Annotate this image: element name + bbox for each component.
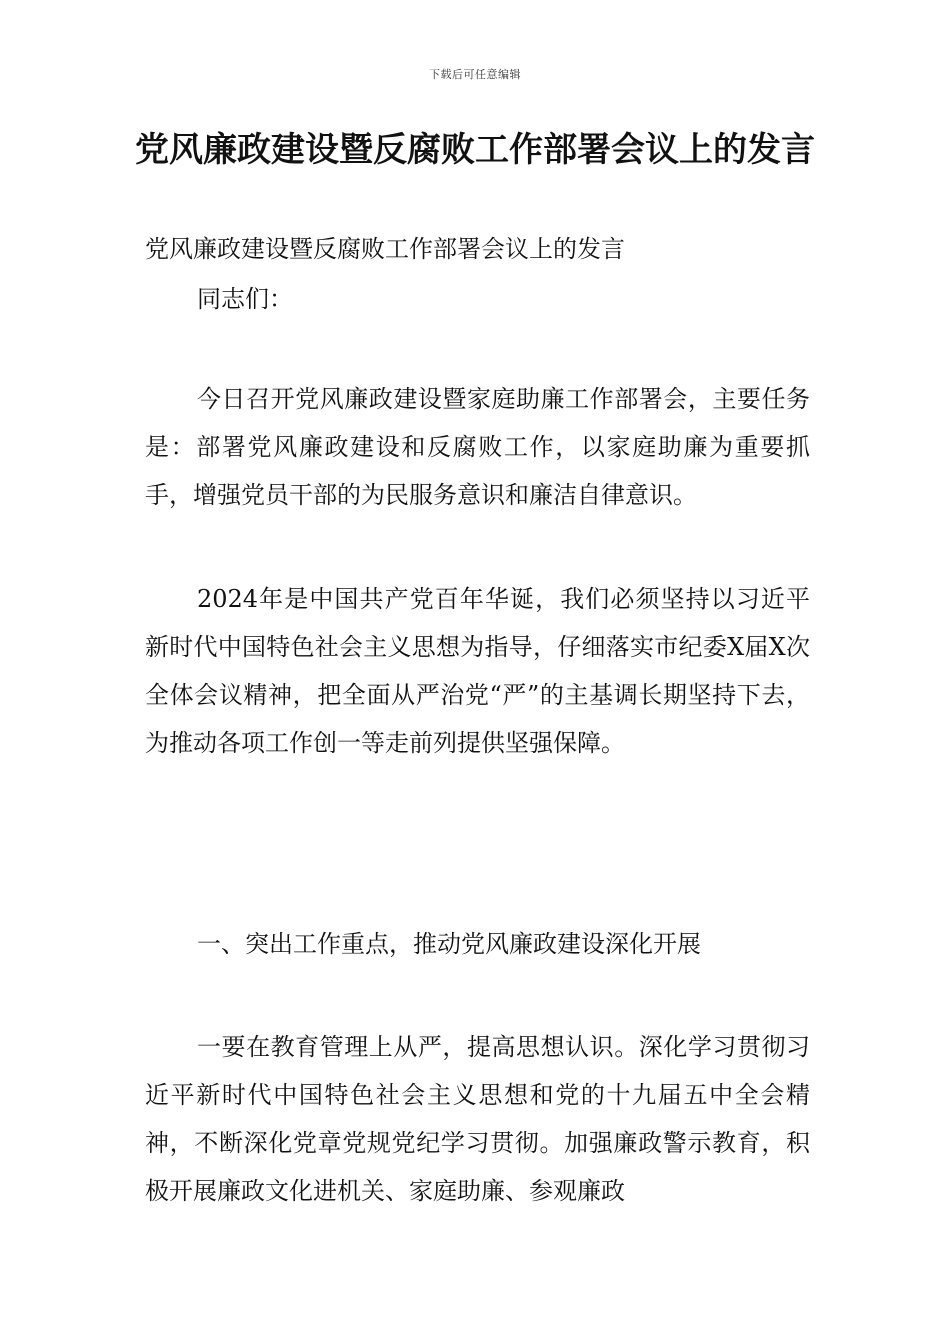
paragraph-intro: 今日召开党风廉政建设暨家庭助廉工作部署会，主要任务是：部署党风廉政建设和反腐败工作，以家庭助廉为重要抓手，增强党员干部的为民服务意识和廉洁自律意识。	[145, 385, 810, 509]
document-title: 党风廉政建设暨反腐败工作部署会议上的发言	[135, 130, 815, 170]
salutation: 同志们：	[197, 285, 293, 313]
paragraph-education: 一要在教育管理上从严，提高思想认识。深化学习贯彻习近平新时代中国特色社会主义思想和党的十九届五中全会精神，不断深化党章党规党纪学习贯彻。加强廉政警示教育，积极开展廉政文化进机关、家庭助廉、参观廉政	[145, 1033, 810, 1205]
document-subtitle: 党风廉政建设暨反腐败工作部署会议上的发言	[145, 235, 625, 263]
paragraph-2024: 2024年是中国共产党百年华诞，我们必须坚持以习近平新时代中国特色社会主义思想为指导，仔细落实市纪委X届X次全体会议精神，把全面从严治党“严”的主基调长期坚持下去，为推动各项工作创一等走前列提供坚强保障。	[145, 585, 810, 757]
header-note: 下载后可任意编辑	[429, 68, 521, 81]
section-heading-1: 一、突出工作重点，推动党风廉政建设深化开展	[197, 930, 701, 958]
